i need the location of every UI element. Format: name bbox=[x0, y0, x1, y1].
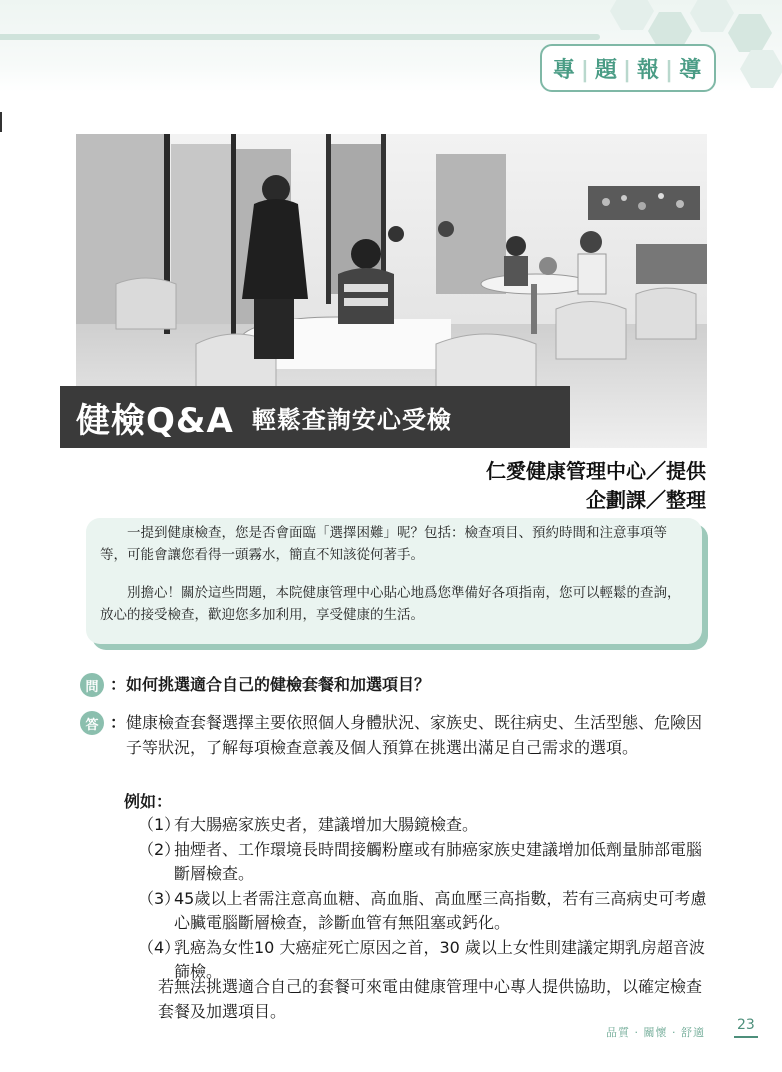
section-char: 專 bbox=[552, 57, 577, 83]
list-item-number: （1） bbox=[138, 815, 181, 834]
list-item-text: 抽煙者、工作環境長時間接觸粉塵或有肺癌家族史建議增加低劑量肺部電腦斷層檢查。 bbox=[174, 839, 703, 883]
page-number: 23 bbox=[737, 1017, 755, 1033]
section-char: 導 bbox=[679, 57, 704, 83]
article-title-banner bbox=[60, 386, 570, 448]
intro-paragraph: 別擔心！關於這些問題，本院健康管理中心貼心地爲您準備好各項指南，您可以輕鬆的查詢，放心的接受檢查，歡迎您多加利用，享受健康的生活。 bbox=[100, 585, 681, 623]
intro-box bbox=[86, 518, 702, 644]
example-list bbox=[138, 813, 714, 985]
list-item-text: 有大腸癌家族史者，建議增加大腸鏡檢查。 bbox=[174, 815, 479, 834]
list-item bbox=[138, 838, 714, 887]
article-title: 健檢Q&A bbox=[76, 400, 234, 441]
list-item-text: 乳癌為女性10 大癌症死亡原因之首，30 歲以上女性則建議定期乳房超音波篩檢。 bbox=[174, 937, 705, 981]
list-item bbox=[138, 887, 714, 936]
list-item-number: （3） bbox=[138, 888, 181, 908]
closing-text: 若無法挑選適合自己的套餐可來電由健康管理中心專人提供協助，以確定檢查套餐及加選項目。 bbox=[158, 977, 703, 1021]
crop-mark bbox=[0, 112, 2, 132]
answer-text: 健康檢查套餐選擇主要依照個人身體狀況、家族史、既往病史、生活型態、危險因子等狀況，了解每項檢查意義及個人預算在挑選出滿足自己需求的選項。 bbox=[126, 713, 703, 757]
footer-slogan: 品質 · 關懷 · 舒適 bbox=[606, 1026, 705, 1039]
intro-paragraph: 一提到健康檢查，您是否會面臨「選擇困難」呢？包括：檢查項目、預約時間和注意事項等等，可能會讓您看得一頭霧水，簡直不知該從何著手。 bbox=[100, 525, 667, 563]
question-text: 如何挑選適合自己的健檢套餐和加選項目？ bbox=[126, 675, 431, 694]
byline-provider: 仁愛健康管理中心／提供 bbox=[486, 459, 706, 483]
section-char: 題 bbox=[594, 57, 619, 83]
list-item-text: 45歲以上者需注意高血糖、高血脂、高血壓三高指數，若有三高病史可考慮心臟電腦斷層檢查，診斷血管有無阻塞或鈣化。 bbox=[174, 888, 707, 932]
list-item-number: （2） bbox=[138, 839, 181, 859]
section-tag: 專 | 題 | 報 | 導 bbox=[540, 44, 716, 92]
section-char: 報 bbox=[637, 57, 662, 83]
list-item-number: （4） bbox=[138, 937, 181, 957]
byline-editor: 企劃課／整理 bbox=[586, 488, 706, 512]
list-item bbox=[138, 813, 714, 838]
answer-badge: 答 bbox=[80, 711, 104, 735]
footer-rule bbox=[734, 1036, 758, 1038]
question-badge: 問 bbox=[80, 673, 104, 697]
example-label: 例如： bbox=[124, 792, 173, 811]
answer-block: ： 健康檢查套餐選擇主要依照個人身體狀況、家族史、既往病史、生活型態、危險因子等狀況，了解每項檢查意義及個人預算在挑選出滿足自己需求的選項。 bbox=[110, 711, 714, 760]
closing-paragraph bbox=[118, 975, 714, 1024]
question-line: ：如何挑選適合自己的健檢套餐和加選項目？ bbox=[110, 675, 431, 694]
header-rule bbox=[0, 34, 600, 40]
article-subtitle: 輕鬆查詢安心受檢 bbox=[251, 405, 452, 434]
